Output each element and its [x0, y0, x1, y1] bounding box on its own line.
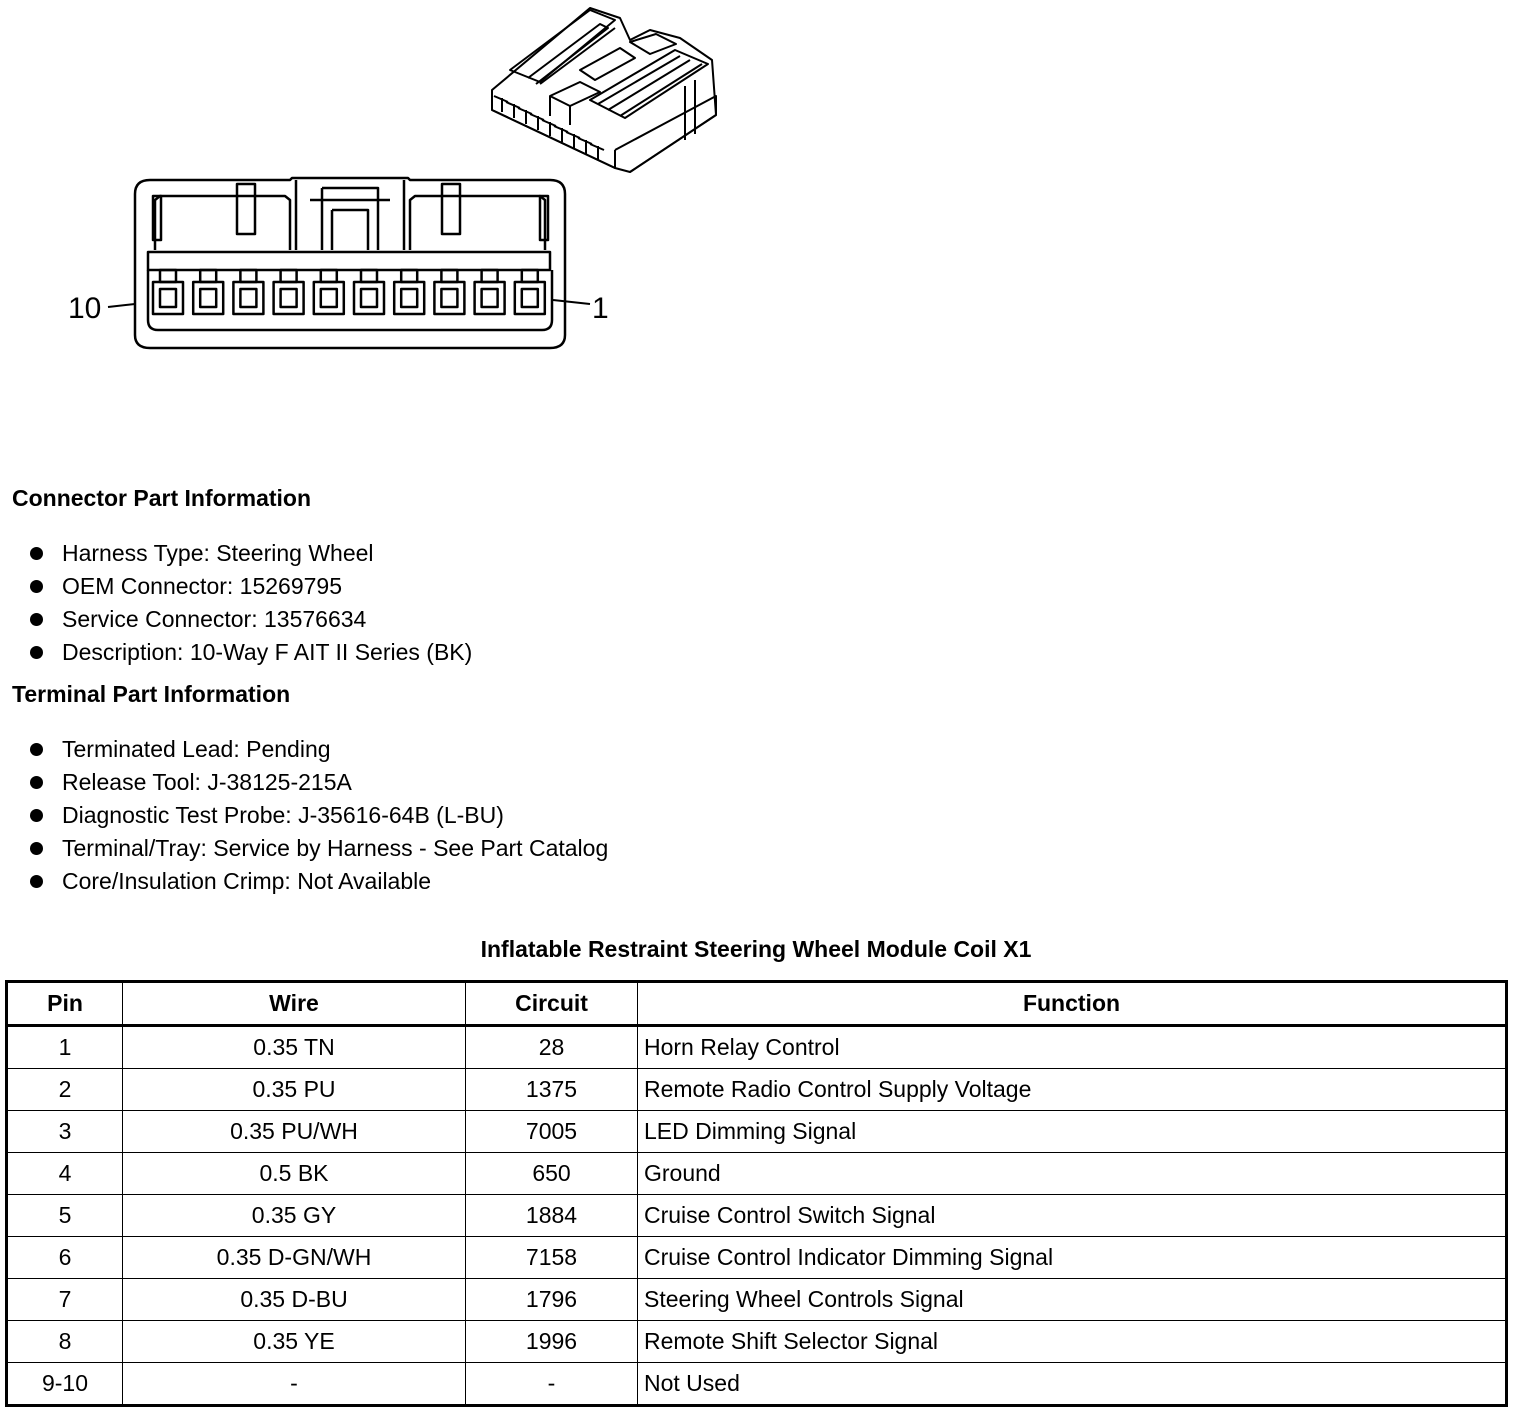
bullet-icon — [30, 547, 43, 560]
cell-pin: 5 — [7, 1195, 123, 1237]
cell-function: Not Used — [638, 1363, 1507, 1406]
connector-info-list — [28, 537, 472, 669]
terminal-info-heading: Terminal Part Information — [12, 681, 291, 707]
cell-pin: 1 — [7, 1026, 123, 1069]
pin-10-label: 10 — [68, 292, 102, 325]
cell-circuit: - — [466, 1363, 638, 1406]
list-item: Terminated Lead: Pending — [28, 733, 608, 766]
list-item: Release Tool: J-38125-215A — [28, 766, 608, 799]
table-body — [7, 1026, 1507, 1406]
list-item: Service Connector: 13576634 — [28, 603, 472, 636]
cell-circuit: 650 — [466, 1153, 638, 1195]
table-row — [7, 1321, 1507, 1363]
cell-circuit: 1996 — [466, 1321, 638, 1363]
header-function: Function — [638, 982, 1507, 1026]
cell-circuit: 1796 — [466, 1279, 638, 1321]
bullet-icon — [30, 776, 43, 789]
terminal-info-list — [28, 733, 608, 898]
cell-function: Steering Wheel Controls Signal — [638, 1279, 1507, 1321]
cell-wire: 0.35 D-GN/WH — [123, 1237, 466, 1279]
bullet-icon — [30, 646, 43, 659]
cell-function: Cruise Control Indicator Dimming Signal — [638, 1237, 1507, 1279]
connector-3d-illustration — [480, 0, 730, 180]
cell-function: LED Dimming Signal — [638, 1111, 1507, 1153]
table-row — [7, 1195, 1507, 1237]
bullet-icon — [30, 580, 43, 593]
bullet-icon — [30, 613, 43, 626]
cell-pin: 6 — [7, 1237, 123, 1279]
connector-info-heading: Connector Part Information — [12, 485, 312, 511]
cell-pin: 9-10 — [7, 1363, 123, 1406]
connector-face-view — [60, 170, 640, 360]
table-title: Inflatable Restraint Steering Wheel Module Coil X1 — [480, 936, 1032, 962]
cell-function: Cruise Control Switch Signal — [638, 1195, 1507, 1237]
cell-function: Remote Shift Selector Signal — [638, 1321, 1507, 1363]
header-pin: Pin — [7, 982, 123, 1026]
table-row — [7, 1153, 1507, 1195]
pin-1-label: 1 — [592, 292, 609, 325]
cell-pin: 8 — [7, 1321, 123, 1363]
list-item: Description: 10-Way F AIT II Series (BK) — [28, 636, 472, 669]
bullet-icon — [30, 809, 43, 822]
cell-circuit: 7158 — [466, 1237, 638, 1279]
list-item: Harness Type: Steering Wheel — [28, 537, 472, 570]
list-item: Core/Insulation Crimp: Not Available — [28, 865, 608, 898]
cell-wire: - — [123, 1363, 466, 1406]
table-row — [7, 1279, 1507, 1321]
cell-circuit: 28 — [466, 1026, 638, 1069]
table-row — [7, 1069, 1507, 1111]
cell-circuit: 7005 — [466, 1111, 638, 1153]
table-row — [7, 1111, 1507, 1153]
cell-wire: 0.35 YE — [123, 1321, 466, 1363]
cell-wire: 0.35 PU/WH — [123, 1111, 466, 1153]
cell-circuit: 1884 — [466, 1195, 638, 1237]
cell-wire: 0.35 GY — [123, 1195, 466, 1237]
list-item: OEM Connector: 15269795 — [28, 570, 472, 603]
pinout-table — [5, 980, 1508, 1407]
cell-circuit: 1375 — [466, 1069, 638, 1111]
cell-pin: 2 — [7, 1069, 123, 1111]
cell-wire: 0.35 TN — [123, 1026, 466, 1069]
cell-function: Horn Relay Control — [638, 1026, 1507, 1069]
cell-function: Remote Radio Control Supply Voltage — [638, 1069, 1507, 1111]
header-wire: Wire — [123, 982, 466, 1026]
cell-wire: 0.35 D-BU — [123, 1279, 466, 1321]
table-row — [7, 1363, 1507, 1406]
cell-pin: 4 — [7, 1153, 123, 1195]
table-header-row — [7, 982, 1507, 1026]
bullet-icon — [30, 875, 43, 888]
table-row — [7, 1026, 1507, 1069]
cell-pin: 7 — [7, 1279, 123, 1321]
cell-wire: 0.35 PU — [123, 1069, 466, 1111]
cell-function: Ground — [638, 1153, 1507, 1195]
cell-wire: 0.5 BK — [123, 1153, 466, 1195]
bullet-icon — [30, 842, 43, 855]
cell-pin: 3 — [7, 1111, 123, 1153]
table-row — [7, 1237, 1507, 1279]
bullet-icon — [30, 743, 43, 756]
list-item: Diagnostic Test Probe: J-35616-64B (L-BU) — [28, 799, 608, 832]
list-item: Terminal/Tray: Service by Harness - See Part Catalog — [28, 832, 608, 865]
header-circuit: Circuit — [466, 982, 638, 1026]
